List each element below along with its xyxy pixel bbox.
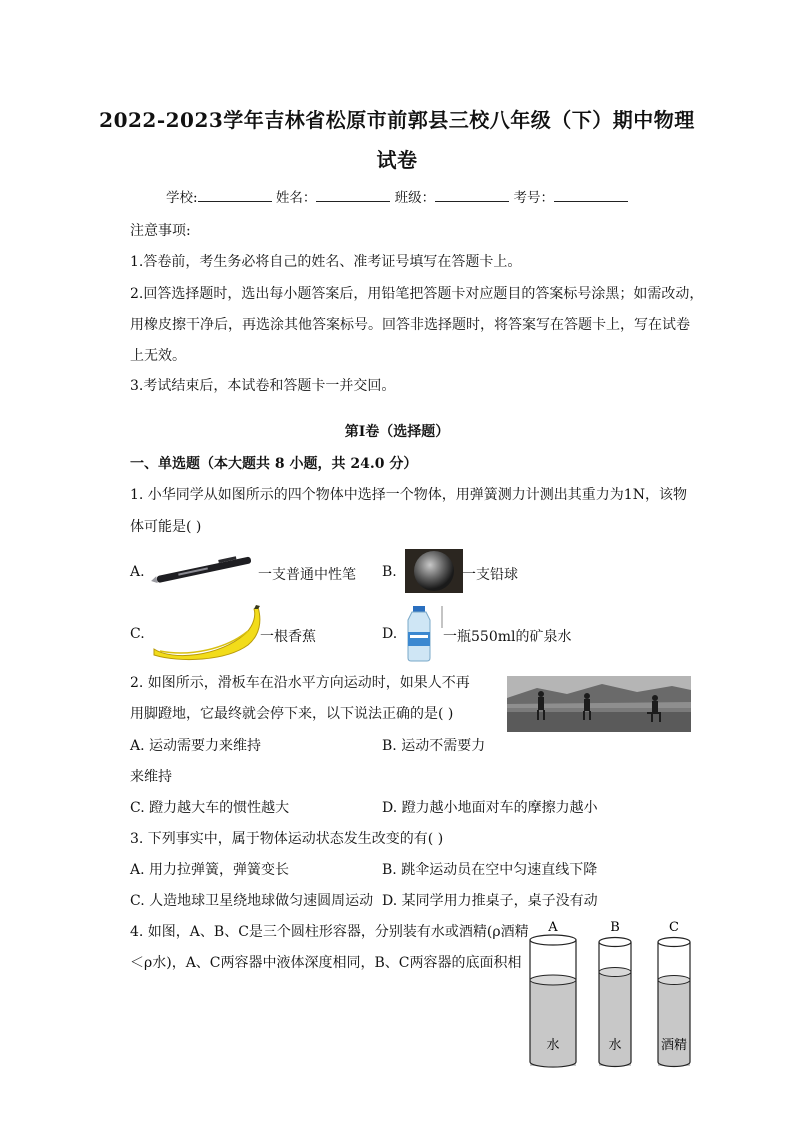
scooter-photo xyxy=(507,676,691,732)
container-c-liquid: 酒精 xyxy=(660,1038,688,1053)
class-label: 班级： xyxy=(394,190,436,206)
page-title-line1: 2022-2023学年吉林省松原市前郭县三校八年级（下）期中物理 xyxy=(99,108,695,132)
school-field[interactable] xyxy=(198,187,272,202)
q2-option-a[interactable]: A. 运动需要力来维持 xyxy=(130,738,262,754)
notice-heading: 注意事项: xyxy=(130,223,191,239)
container-b-liquid: 水 xyxy=(608,1038,622,1053)
name-label: 姓名： xyxy=(275,190,317,206)
q1-option-a-text: 一支普通中性笔 xyxy=(258,567,356,583)
school-label: 学校: xyxy=(166,190,198,206)
q1-stem-line2: 体可能是( ) xyxy=(130,519,202,535)
q3-option-c[interactable]: C. 人造地球卫星绕地球做匀速圆周运动 xyxy=(130,893,374,909)
q4-stem-line2: ＜ρ水)，A、C两容器中液体深度相同，B、C两容器的底面积相 xyxy=(130,955,522,971)
number-field[interactable] xyxy=(554,187,628,202)
q2-stem-line2: 用脚蹬地，它最终就会停下来，以下说法正确的是( ) xyxy=(130,706,454,722)
notice-item-2-line2: 用橡皮擦干净后，再选涂其他答案标号。回答非选择题时，将答案写在答题卡上，写在试卷 xyxy=(130,317,690,333)
notice-item-2-line3: 上无效。 xyxy=(130,348,186,364)
containers-diagram xyxy=(525,916,725,1072)
notice-item-2-line1: 2.回答选择题时，选出每小题答案后，用铅笔把答题卡对应题目的答案标号涂黑；如需改动， xyxy=(130,286,704,302)
q2-option-c[interactable]: C. 蹬力越大车的惯性越大 xyxy=(130,800,290,816)
q1-option-d-text: 一瓶550ml的矿泉水 xyxy=(443,629,572,645)
number-label: 考号： xyxy=(513,190,554,206)
pen-image xyxy=(150,550,260,590)
container-c-label: C xyxy=(669,920,679,935)
q1-option-b-text: 一支铅球 xyxy=(462,567,518,583)
q2-stem-line1: 2. 如图所示，滑板车在沿水平方向运动时，如果人不再 xyxy=(130,675,470,691)
q2-option-b[interactable]: B. 运动不需要力 xyxy=(382,738,486,754)
notice-item-3: 3.考试结束后，本试卷和答题卡一并交回。 xyxy=(130,378,396,394)
q3-option-a[interactable]: A. 用力拉弹簧，弹簧变长 xyxy=(130,862,290,878)
q2-option-d[interactable]: D. 蹬力越小地面对车的摩擦力越小 xyxy=(382,800,598,816)
section-title: 第Ⅰ卷（选择题） xyxy=(344,424,450,440)
q1-option-b-letter[interactable]: B. xyxy=(382,564,397,580)
container-a-liquid: 水 xyxy=(546,1038,560,1053)
shot-put-image xyxy=(405,549,463,593)
class-field[interactable] xyxy=(435,187,509,202)
q3-option-d[interactable]: D. 某同学用力推桌子，桌子没有动 xyxy=(382,893,598,909)
student-info-line xyxy=(0,186,794,206)
water-bottle-image xyxy=(400,604,444,662)
q1-option-a-letter[interactable]: A. xyxy=(130,564,145,580)
q2-option-b-continued: 来维持 xyxy=(130,769,172,785)
q1-option-c-letter[interactable]: C. xyxy=(130,626,145,642)
q1-option-c-text: 一根香蕉 xyxy=(260,629,316,645)
q4-stem-line1: 4. 如图，A、B、C是三个圆柱形容器，分别装有水或酒精(ρ酒精 xyxy=(130,924,529,940)
q3-stem: 3. 下列事实中，属于物体运动状态发生改变的有( ) xyxy=(130,831,444,847)
notice-item-1: 1.答卷前，考生务必将自己的姓名、准考证号填写在答题卡上。 xyxy=(130,254,522,270)
banana-image xyxy=(150,605,262,661)
section-part1-heading: 一、单选题（本大题共 8 小题，共 24.0 分） xyxy=(130,456,418,472)
name-field[interactable] xyxy=(316,187,390,202)
q1-stem-line1: 1. 小华同学从如图所示的四个物体中选择一个物体，用弹簧测力计测出其重力为1N，该物 xyxy=(130,487,687,503)
page-title-line2: 试卷 xyxy=(376,148,418,172)
container-b-label: B xyxy=(610,920,620,935)
q1-option-d-letter[interactable]: D. xyxy=(382,626,398,642)
container-a-label: A xyxy=(548,920,558,935)
q3-option-b[interactable]: B. 跳伞运动员在空中匀速直线下降 xyxy=(382,862,598,878)
